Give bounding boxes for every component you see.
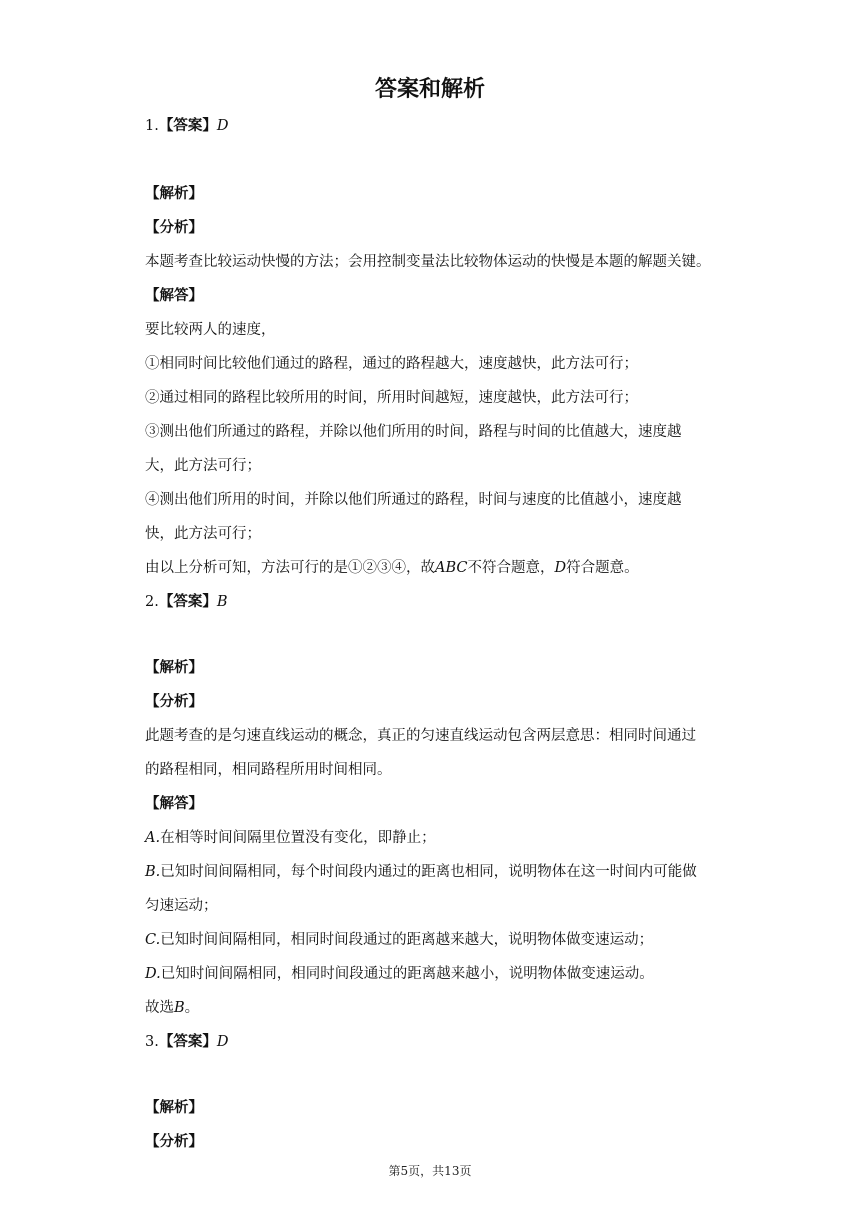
conclusion-text: 故选 (145, 1000, 174, 1016)
q1-answer-line (145, 116, 228, 136)
q3-fenxi-heading: 【分析】 (145, 1133, 203, 1150)
q2-fenxi-text: 此题考查的是匀速直线运动的概念，真正的匀速直线运动包含两层意思：相同时间通过 (145, 728, 696, 744)
q3-answer-line (145, 1032, 228, 1052)
q2-fenxi-heading: 【分析】 (145, 693, 203, 710)
q1-conclusion-part: 不符合题意， (467, 560, 555, 576)
q1-conclusion-part: 由以上分析可知，方法可行的是①②③④，故 (145, 560, 435, 576)
q2-jieda-heading: 【解答】 (145, 795, 203, 812)
page-footer: 第5页，共13页 (388, 1164, 472, 1178)
option-text: 已知时间间隔相同，相同时间段通过的距离越来越大，说明物体做变速运动； (160, 932, 654, 948)
q1-answer-tag: 【答案】 (158, 117, 217, 134)
q1-solution-line: 大，此方法可行； (145, 458, 261, 474)
q2-option-b (145, 862, 697, 882)
q3-number: 3. (145, 1034, 159, 1050)
q1-solution-line: 要比较两人的速度， (145, 322, 276, 338)
q2-option-d (145, 964, 654, 984)
q2-answer-value: B (216, 594, 228, 610)
q3-answer-value: D (216, 1034, 229, 1050)
conclusion-answer: B (174, 1000, 185, 1016)
conclusion-text: 。 (184, 1000, 200, 1016)
q1-conclusion-part: 符合题意。 (566, 560, 639, 576)
q2-answer-tag: 【答案】 (158, 593, 217, 610)
q1-solution-line: ②通过相同的路程比较所用的时间，所用时间越短，速度越快，此方法可行； (145, 390, 638, 406)
q3-jiexi-heading: 【解析】 (145, 1099, 203, 1116)
q1-jiexi-heading: 【解析】 (145, 185, 203, 202)
q2-answer-line (145, 592, 228, 612)
option-letter: B. (145, 864, 161, 880)
option-letter: D. (145, 966, 161, 982)
q1-conclusion-line (145, 558, 639, 578)
q2-option-b-cont: 匀速运动； (145, 898, 218, 914)
q2-conclusion-line (145, 998, 199, 1018)
q2-jiexi-heading: 【解析】 (145, 659, 203, 676)
q2-number: 2. (145, 594, 159, 610)
option-text: 在相等时间间隔里位置没有变化，即静止； (160, 830, 436, 846)
q1-option-abc: ABC (435, 560, 468, 576)
q1-solution-line: ①相同时间比较他们通过的路程，通过的路程越大，速度越快，此方法可行； (145, 356, 638, 372)
q1-solution-line: 快，此方法可行； (145, 526, 261, 542)
q1-fenxi-text: 本题考查比较运动快慢的方法；会用控制变量法比较物体运动的快慢是本题的解题关键。 (145, 254, 711, 270)
q1-solution-line: ④测出他们所用的时间，并除以他们所通过的路程，时间与速度的比值越小，速度越 (145, 492, 682, 508)
option-text: 已知时间间隔相同，每个时间段内通过的距离也相同，说明物体在这一时间内可能做 (160, 864, 697, 880)
q1-fenxi-heading: 【分析】 (145, 219, 203, 236)
q2-option-a (145, 828, 436, 848)
q2-option-c (145, 930, 653, 950)
page-title: 答案和解析 (374, 77, 485, 102)
q2-fenxi-text: 的路程相同，相同路程所用时间相同。 (145, 762, 392, 778)
q3-answer-tag: 【答案】 (158, 1033, 217, 1050)
q1-solution-line: ③测出他们所通过的路程，并除以他们所用的时间，路程与时间的比值越大，速度越 (145, 424, 682, 440)
q1-answer-value: D (216, 118, 229, 134)
option-letter: C. (145, 932, 161, 948)
q1-jieda-heading: 【解答】 (145, 287, 203, 304)
option-letter: A. (145, 830, 161, 846)
option-text: 已知时间间隔相同，相同时间段通过的距离越来越小，说明物体做变速运动。 (160, 966, 654, 982)
q1-number: 1. (145, 118, 159, 134)
q1-option-d: D (554, 560, 567, 576)
